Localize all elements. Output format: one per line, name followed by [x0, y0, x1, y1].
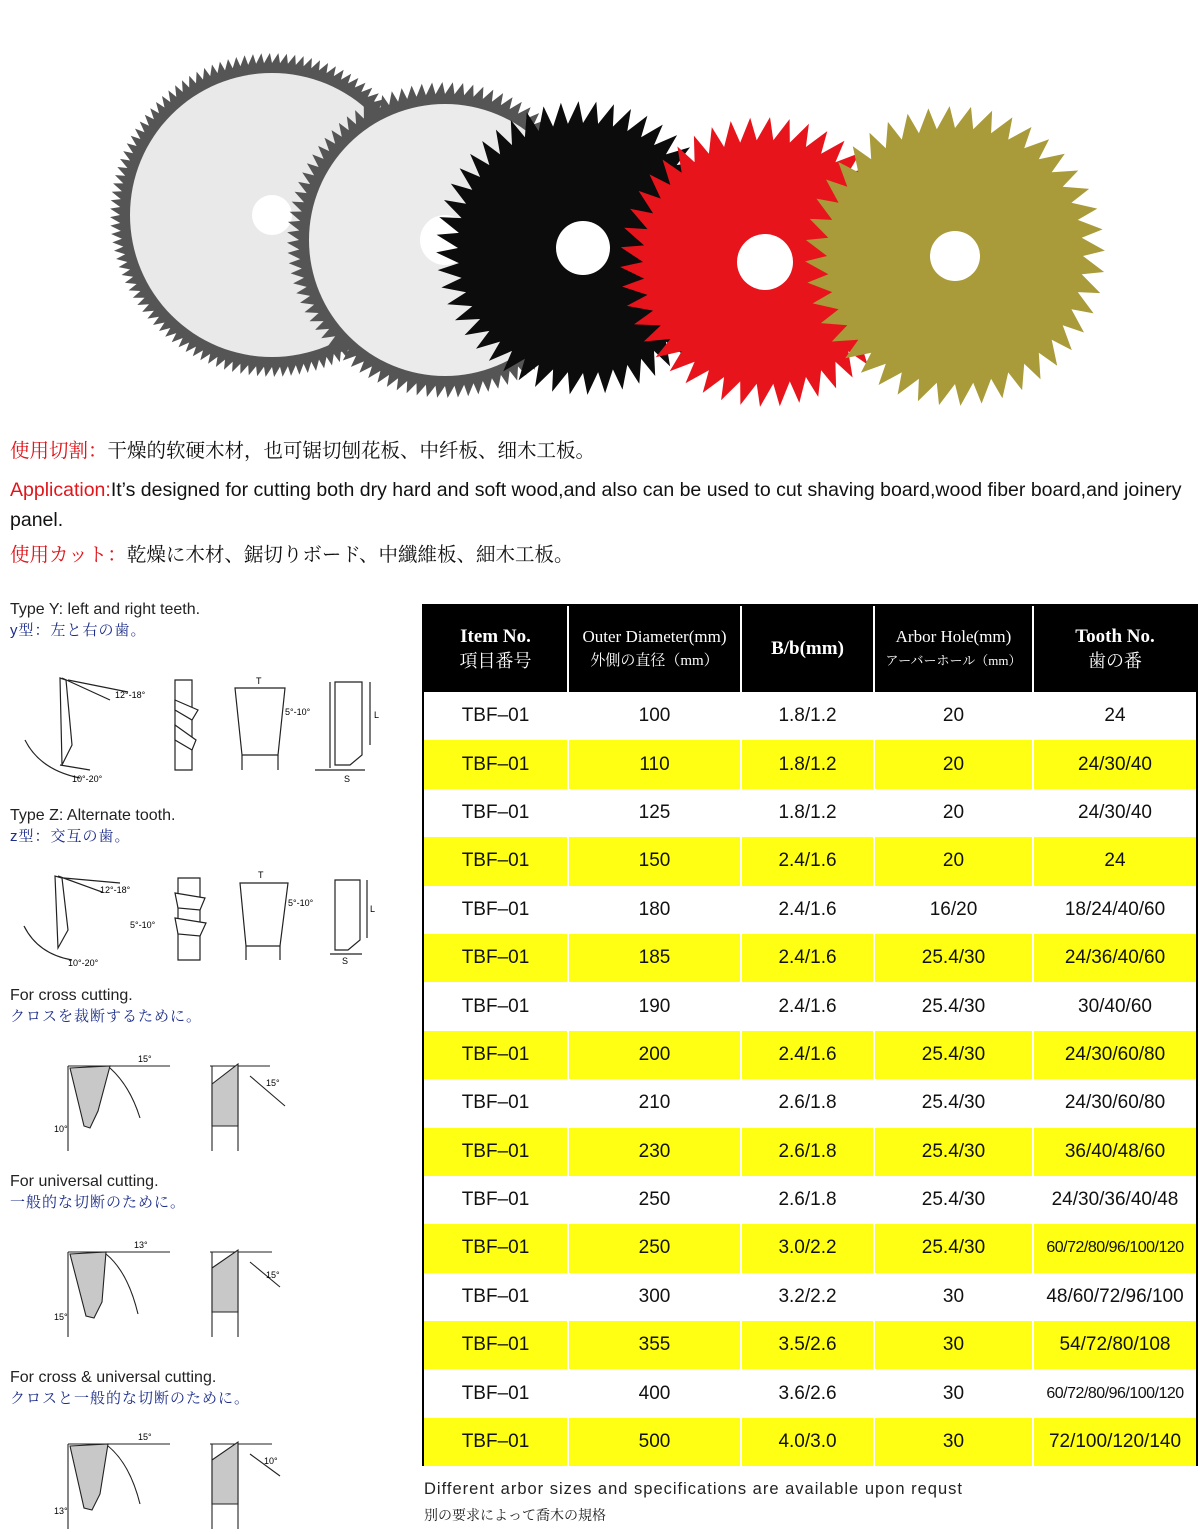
- cell-arbor: 16/20: [875, 886, 1034, 934]
- cross-universal-angle-right: 10°: [264, 1456, 278, 1466]
- cell-diameter: 200: [569, 1031, 742, 1079]
- cell-arbor: 25.4/30: [875, 934, 1034, 982]
- table-row: [424, 1273, 1196, 1321]
- cell-bb: 2.4/1.6: [742, 886, 875, 934]
- cell-item: TBF–01: [424, 789, 569, 837]
- header-bb: [742, 606, 875, 692]
- cell-item: TBF–01: [424, 1031, 569, 1079]
- table-row: [424, 886, 1196, 934]
- cell-diameter: 125: [569, 789, 742, 837]
- cell-arbor: 25.4/30: [875, 1224, 1034, 1272]
- universal-angle-right: 15°: [266, 1270, 280, 1280]
- header-tooth-no-jp: 歯の番: [1088, 651, 1142, 671]
- table-row: [424, 1176, 1196, 1224]
- cell-teeth: 60/72/80/96/100/120: [1046, 1384, 1184, 1402]
- type-z-angle-c: 5°-10°: [288, 898, 314, 908]
- cross-universal-angle-top: 15°: [138, 1432, 152, 1442]
- header-arbor-hole: [875, 606, 1034, 692]
- header-arbor-hole-en: Arbor Hole(mm): [895, 627, 1012, 646]
- cell-teeth: 24/30/40: [1078, 801, 1152, 823]
- spec-table-body: [424, 692, 1196, 1466]
- cell-diameter: 400: [569, 1369, 742, 1417]
- cross-universal-title: For cross & universal cutting.: [10, 1369, 217, 1386]
- type-z-dim-s: S: [342, 956, 349, 966]
- application-en-text: It’s designed for cutting both dry hard and soft wood,and also can be used to cut shaving board,wood fiber board,and joinery panel.: [10, 479, 1182, 531]
- cell-arbor: 25.4/30: [875, 1079, 1034, 1127]
- cell-item: TBF–01: [424, 1418, 569, 1466]
- cell-diameter: 500: [569, 1418, 742, 1466]
- cell-arbor: 20: [875, 692, 1034, 740]
- cell-teeth: 24/30/60/80: [1064, 1043, 1166, 1065]
- cross-cutting-section: [10, 986, 400, 1134]
- header-outer-diameter-en: Outer Diameter(mm): [582, 627, 727, 646]
- cell-arbor: 30: [875, 1273, 1034, 1321]
- cell-diameter: 250: [569, 1176, 742, 1224]
- table-row: [424, 1079, 1196, 1127]
- cell-diameter: 150: [569, 837, 742, 885]
- cell-bb: 1.8/1.2: [742, 740, 875, 788]
- universal-angle-side: 15°: [54, 1312, 68, 1322]
- type-z-angle-a: 12°-18°: [100, 885, 131, 895]
- header-item-no: [424, 606, 569, 692]
- table-row: [424, 740, 1196, 788]
- cross-angle-side: 10°: [54, 1124, 68, 1134]
- cross-angle-top: 15°: [138, 1054, 152, 1064]
- cell-arbor: 25.4/30: [875, 982, 1034, 1030]
- cell-teeth: 24: [1104, 850, 1126, 872]
- cell-diameter: 190: [569, 982, 742, 1030]
- header-outer-diameter-jp: 外側の直径（mm）: [590, 653, 719, 669]
- table-row: [424, 1321, 1196, 1369]
- spec-table-header: [424, 606, 1196, 692]
- cell-bb: 1.8/1.2: [742, 789, 875, 837]
- saw-blades-image: [0, 0, 1200, 420]
- cell-item: TBF–01: [424, 1224, 569, 1272]
- application-en-label: Application:: [10, 479, 111, 501]
- type-z-title-jp: z型：交互の歯。: [10, 828, 131, 845]
- cell-bb: 2.6/1.8: [742, 1128, 875, 1176]
- cell-item: TBF–01: [424, 982, 569, 1030]
- cross-angle-right: 15°: [266, 1078, 280, 1088]
- cell-diameter: 230: [569, 1128, 742, 1176]
- cell-teeth: 48/60/72/96/100: [1046, 1285, 1184, 1307]
- cell-item: TBF–01: [424, 740, 569, 788]
- cell-teeth: 24/30/60/80: [1064, 1092, 1166, 1114]
- cell-item: TBF–01: [424, 1321, 569, 1369]
- cross-universal-section: [10, 1368, 400, 1516]
- cell-bb: 2.4/1.6: [742, 934, 875, 982]
- cell-teeth: 24/30/40: [1078, 753, 1152, 775]
- type-z-angle-d: 5°-10°: [130, 920, 156, 930]
- cross-cutting-diagram: [10, 1046, 310, 1156]
- cell-bb: 3.5/2.6: [742, 1321, 875, 1369]
- cell-item: TBF–01: [424, 934, 569, 982]
- type-y-title: Type Y: left and right teeth.: [10, 601, 201, 618]
- cell-bb: 2.4/1.6: [742, 837, 875, 885]
- cell-diameter: 210: [569, 1079, 742, 1127]
- spec-table: [422, 604, 1198, 1466]
- type-y-dim-l: L: [374, 710, 380, 720]
- cell-arbor: 30: [875, 1369, 1034, 1417]
- table-row: [424, 1224, 1196, 1272]
- application-cn-text: 干燥的软硬木材，也可锯切刨花板、中纤板、细木工板。: [107, 440, 596, 462]
- header-arbor-hole-jp: アーバーホール（mm）: [885, 653, 1022, 668]
- type-y-angle-b: 10°-20°: [72, 774, 103, 784]
- cell-bb: 4.0/3.0: [742, 1418, 875, 1466]
- table-row: [424, 934, 1196, 982]
- table-row: [424, 1369, 1196, 1417]
- cross-universal-title-jp: クロスと一般的な切断のために。: [10, 1390, 251, 1407]
- type-y-dim-t: T: [256, 676, 262, 686]
- type-z-diagram: [10, 868, 390, 968]
- cell-bb: 2.4/1.6: [742, 1031, 875, 1079]
- cell-bb: 3.6/2.6: [742, 1369, 875, 1417]
- cell-arbor: 25.4/30: [875, 1176, 1034, 1224]
- application-en: [10, 475, 1190, 535]
- application-cn-label: 使用切割：: [10, 440, 108, 462]
- cell-bb: 2.4/1.6: [742, 982, 875, 1030]
- cell-arbor: 20: [875, 789, 1034, 837]
- cell-teeth: 24: [1104, 705, 1126, 727]
- saw-blade-gold: [805, 106, 1105, 406]
- cell-arbor: 30: [875, 1418, 1034, 1466]
- table-row: [424, 692, 1196, 740]
- cell-diameter: 110: [569, 740, 742, 788]
- header-tooth-no-en: Tooth No.: [1075, 626, 1155, 647]
- cell-arbor: 25.4/30: [875, 1031, 1034, 1079]
- type-z-dim-l: L: [370, 904, 376, 914]
- cell-item: TBF–01: [424, 1128, 569, 1176]
- cell-diameter: 100: [569, 692, 742, 740]
- cross-universal-angle-side: 13°: [54, 1506, 68, 1516]
- cell-teeth: 54/72/80/108: [1059, 1334, 1171, 1356]
- type-z-title: Type Z: Alternate tooth.: [10, 807, 176, 824]
- universal-angle-top: 13°: [134, 1240, 148, 1250]
- type-y-angle-c: 5°-10°: [285, 707, 311, 717]
- footnote-en: Different arbor sizes and specifications are available upon requst: [424, 1480, 963, 1498]
- application-jp: [10, 540, 1190, 570]
- type-y-diagram: [10, 670, 390, 785]
- universal-cutting-diagram: [10, 1232, 310, 1342]
- cell-item: TBF–01: [424, 1079, 569, 1127]
- cell-teeth: 30/40/60: [1078, 995, 1152, 1017]
- cell-bb: 2.6/1.8: [742, 1176, 875, 1224]
- cell-teeth: 72/100/120/140: [1048, 1431, 1182, 1453]
- cell-arbor: 20: [875, 740, 1034, 788]
- cell-diameter: 355: [569, 1321, 742, 1369]
- cell-bb: 2.6/1.8: [742, 1079, 875, 1127]
- cell-teeth: 36/40/48/60: [1064, 1140, 1166, 1162]
- type-y-title-jp: y型：左と右の歯。: [10, 622, 147, 639]
- table-row: [424, 982, 1196, 1030]
- header-item-no-en: Item No.: [460, 626, 531, 647]
- cell-teeth: 24/30/36/40/48: [1051, 1189, 1179, 1211]
- application-jp-label: 使用カット：: [10, 544, 127, 566]
- type-y-section: [10, 600, 400, 784]
- cell-diameter: 300: [569, 1273, 742, 1321]
- universal-cutting-title: For universal cutting.: [10, 1173, 159, 1190]
- cell-item: TBF–01: [424, 886, 569, 934]
- cell-arbor: 25.4/30: [875, 1128, 1034, 1176]
- cell-arbor: 20: [875, 837, 1034, 885]
- cell-diameter: 185: [569, 934, 742, 982]
- cross-cutting-title-jp: クロスを裁断するために。: [10, 1008, 203, 1025]
- header-item-no-jp: 項目番号: [459, 651, 532, 671]
- cell-item: TBF–01: [424, 837, 569, 885]
- type-z-angle-b: 10°-20°: [68, 958, 99, 968]
- cell-item: TBF–01: [424, 1176, 569, 1224]
- cell-bb: 3.0/2.2: [742, 1224, 875, 1272]
- type-z-section: [10, 806, 400, 968]
- footnote-jp: 別の要求によって喬木の規格: [424, 1507, 606, 1523]
- table-row: [424, 789, 1196, 837]
- header-bb-en: B/b(mm): [771, 638, 844, 659]
- universal-cutting-section: [10, 1172, 400, 1322]
- header-outer-diameter: [569, 606, 742, 692]
- type-z-dim-t: T: [258, 870, 264, 880]
- cell-item: TBF–01: [424, 1273, 569, 1321]
- cross-cutting-title: For cross cutting.: [10, 987, 133, 1004]
- cell-teeth: 24/36/40/60: [1064, 947, 1166, 969]
- cell-bb: 1.8/1.2: [742, 692, 875, 740]
- application-jp-text: 乾燥に木材、鋸切りボード、中纖維板、細木工板。: [126, 544, 574, 566]
- table-row: [424, 1031, 1196, 1079]
- cell-teeth: 18/24/40/60: [1064, 898, 1166, 920]
- table-row: [424, 837, 1196, 885]
- universal-cutting-title-jp: 一般的な切断のために。: [10, 1194, 187, 1211]
- header-tooth-no: [1034, 606, 1196, 692]
- type-y-angle-a: 12°-18°: [115, 690, 146, 700]
- table-row: [424, 1418, 1196, 1466]
- cell-item: TBF–01: [424, 692, 569, 740]
- cross-universal-diagram: [10, 1424, 310, 1534]
- cell-diameter: 180: [569, 886, 742, 934]
- cell-bb: 3.2/2.2: [742, 1273, 875, 1321]
- cell-teeth: 60/72/80/96/100/120: [1046, 1239, 1184, 1257]
- type-y-dim-s: S: [344, 774, 351, 784]
- cell-item: TBF–01: [424, 1369, 569, 1417]
- application-cn: [10, 436, 1190, 466]
- table-row: [424, 1128, 1196, 1176]
- cell-arbor: 30: [875, 1321, 1034, 1369]
- cell-diameter: 250: [569, 1224, 742, 1272]
